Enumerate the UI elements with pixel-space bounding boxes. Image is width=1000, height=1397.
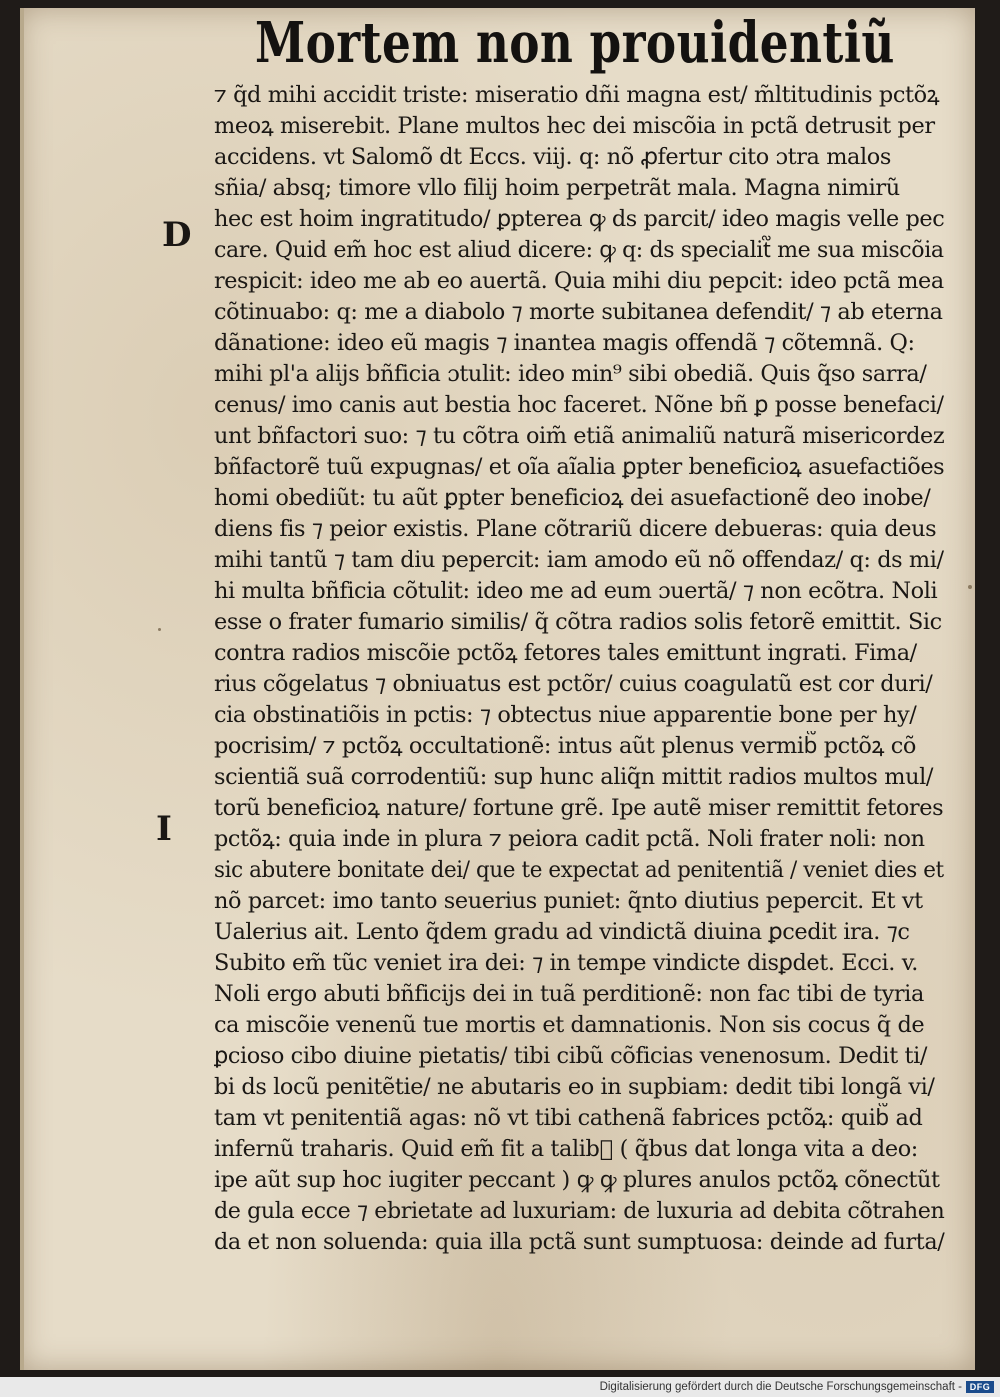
text-line: accidens. vt Salomõ dt Eccs. viij. q: nõ ꝓfertur cito ɔtra malos xyxy=(214,144,891,170)
text-line: dãnatione: ideo eũ magis ⁊ inantea magis offendã ⁊ cõtemnã. Q: xyxy=(214,330,915,356)
text-line: bñfactorẽ tuũ expugnas/ et oĩa aĩalia ꝑpter beneficioꝝ asuefactiões xyxy=(214,454,944,480)
dfg-logo: DFG xyxy=(966,1381,994,1393)
text-line: tam vt penitentiã agas: nõ vt tibi cathenã fabrices pctõꝝ: quib᷑ ad xyxy=(214,1105,923,1131)
text-line: contra radios miscõie pctõꝝ fetores tales emittunt ingrati. Fima/ xyxy=(214,640,917,666)
text-line: sñia/ absq; timore vllo filij hoim perpetrãt mala. Magna nimirũ xyxy=(214,175,900,201)
text-line: Subito em̃ tũc veniet ira dei: ⁊ in tempe vindicte disꝑdet. Ecci. v. xyxy=(214,950,919,976)
text-line: nõ parcet: imo tanto seuerius puniet: q̃nto diutius pepercit. Et vt xyxy=(214,888,923,914)
text-line: hi multa bñficia cõtulit: ideo me ad eum ɔuertã/ ⁊ non ecõtra. Noli xyxy=(214,578,938,604)
text-line: mihi tantũ ⁊ tam diu pepercit: iam amodo eũ nõ offendaz/ q: ds mi/ xyxy=(214,547,944,573)
text-line: cia obstinatiõis in pctis: ⁊ obtectus niue apparentie bone per hy/ xyxy=(214,702,917,728)
text-line: Noli ergo abuti bñficijs dei in tuã perditionẽ: non fac tibi de tyria xyxy=(214,981,924,1007)
text-line: ipe aũt sup hoc iugiter peccant ) ꝙ ꝙ plures anulos pctõꝝ cõnectũt xyxy=(214,1167,940,1193)
text-line: hec est hoim ingratitudo/ ꝑpterea ꝙ ds parcit/ ideo magis velle pec xyxy=(214,206,945,232)
text-line: mihi pl'a alijs bñficia ɔtulit: ideo min⁹ sibi obediã. Quis q̃so sarra/ xyxy=(214,361,927,387)
text-line: da et non soluenda: quia illa pctã sunt sumptuosa: deinde ad furta/ xyxy=(214,1229,945,1255)
text-line: de gula ecce ⁊ ebrietate ad luxuriam: de luxuria ad debita cõtrahen xyxy=(214,1198,945,1224)
text-line: meoꝝ miserebit. Plane multos hec dei miscõia in pctã detrusit per xyxy=(214,113,935,139)
text-line: respicit: ideo me ab eo auertã. Quia mihi diu pepcit: ideo pctã mea xyxy=(214,268,944,294)
footer-credit: Digitalisierung gefördert durch die Deutsche Forschungsgemeinschaft - xyxy=(599,1381,962,1393)
paper-speck xyxy=(968,585,972,589)
text-line: cenus/ imo canis aut bestia hoc faceret. Nõne bñ ꝑ posse benefaci/ xyxy=(214,392,944,418)
text-line: cõtinuabo: q: me a diabolo ⁊ morte subitanea defendit/ ⁊ ab eterna xyxy=(214,299,943,325)
text-line: scientiã suã corrodentiũ: sup hunc aliq̃n mittit radios multos mul/ xyxy=(214,764,933,790)
marginal-letter-d: D xyxy=(162,215,192,255)
text-line: bi ds locũ penitẽtie/ ne abutaris eo in supbiam: dedit tibi longã vi/ xyxy=(214,1074,935,1100)
text-line: infernũ traharis. Quid em̃ fit a talib᷑ ( q̃bus dat longa vita a deo: xyxy=(214,1136,918,1162)
text-line: ꝑcioso cibo diuine pietatis/ tibi cibũ cõficias venenosum. Dedit ti/ xyxy=(214,1043,928,1069)
page-edge xyxy=(20,8,24,1370)
text-line: esse o frater fumario similis/ q̃ cõtra radios solis fetorẽ emittit. Sic xyxy=(214,609,942,635)
text-line: rius cõgelatus ⁊ obniuatus est pctõr/ cuius coagulatũ est cor duri/ xyxy=(214,671,933,697)
text-line: pctõꝝ: quia inde in plura ⁊ peiora cadit pctã. Noli frater noli: non xyxy=(214,826,925,852)
body-text xyxy=(214,80,944,1258)
text-line: Ualerius ait. Lento q̃dem gradu ad vindictã diuina ꝑcedit ira. ⁊c xyxy=(214,919,910,945)
text-line: ca miscõie venenũ tue mortis et damnationis. Non sis cocus q̃ de xyxy=(214,1012,925,1038)
text-line: pocrisim/ ⁊ pctõꝝ occultationẽ: intus aũt plenus vermib᷑ pctõꝝ cõ xyxy=(214,733,916,759)
text-line: diens fis ⁊ peior existis. Plane cõtrariũ dicere debueras: quia deus xyxy=(214,516,937,542)
text-line: ⁊ q̃d mihi accidit triste: miseratio dñi magna est/ m̃ltitudinis pctõꝝ xyxy=(214,82,940,108)
text-line: care. Quid em̃ hoc est aliud dicere: ꝙ q: ds specialit᷑ me sua miscõia xyxy=(214,237,944,263)
text-line: torũ beneficioꝝ nature/ fortune grẽ. Ipe autẽ miser remittit fetores xyxy=(214,795,944,821)
paper-speck xyxy=(158,628,161,631)
text-line: homi obediũt: tu aũt ꝑpter beneficioꝝ dei asuefactionẽ deo inobe/ xyxy=(214,485,931,511)
text-line: unt bñfactori suo: ⁊ tu cõtra oim̃ etiã animaliũ naturã misericordez xyxy=(214,423,945,449)
marginal-letter-i: I xyxy=(156,809,172,849)
text-line: sic abutere bonitate dei/ que te expectat ad penitentiã / veniet dies et xyxy=(214,857,944,883)
running-head: Mortem non prouidentiũ xyxy=(255,10,895,76)
